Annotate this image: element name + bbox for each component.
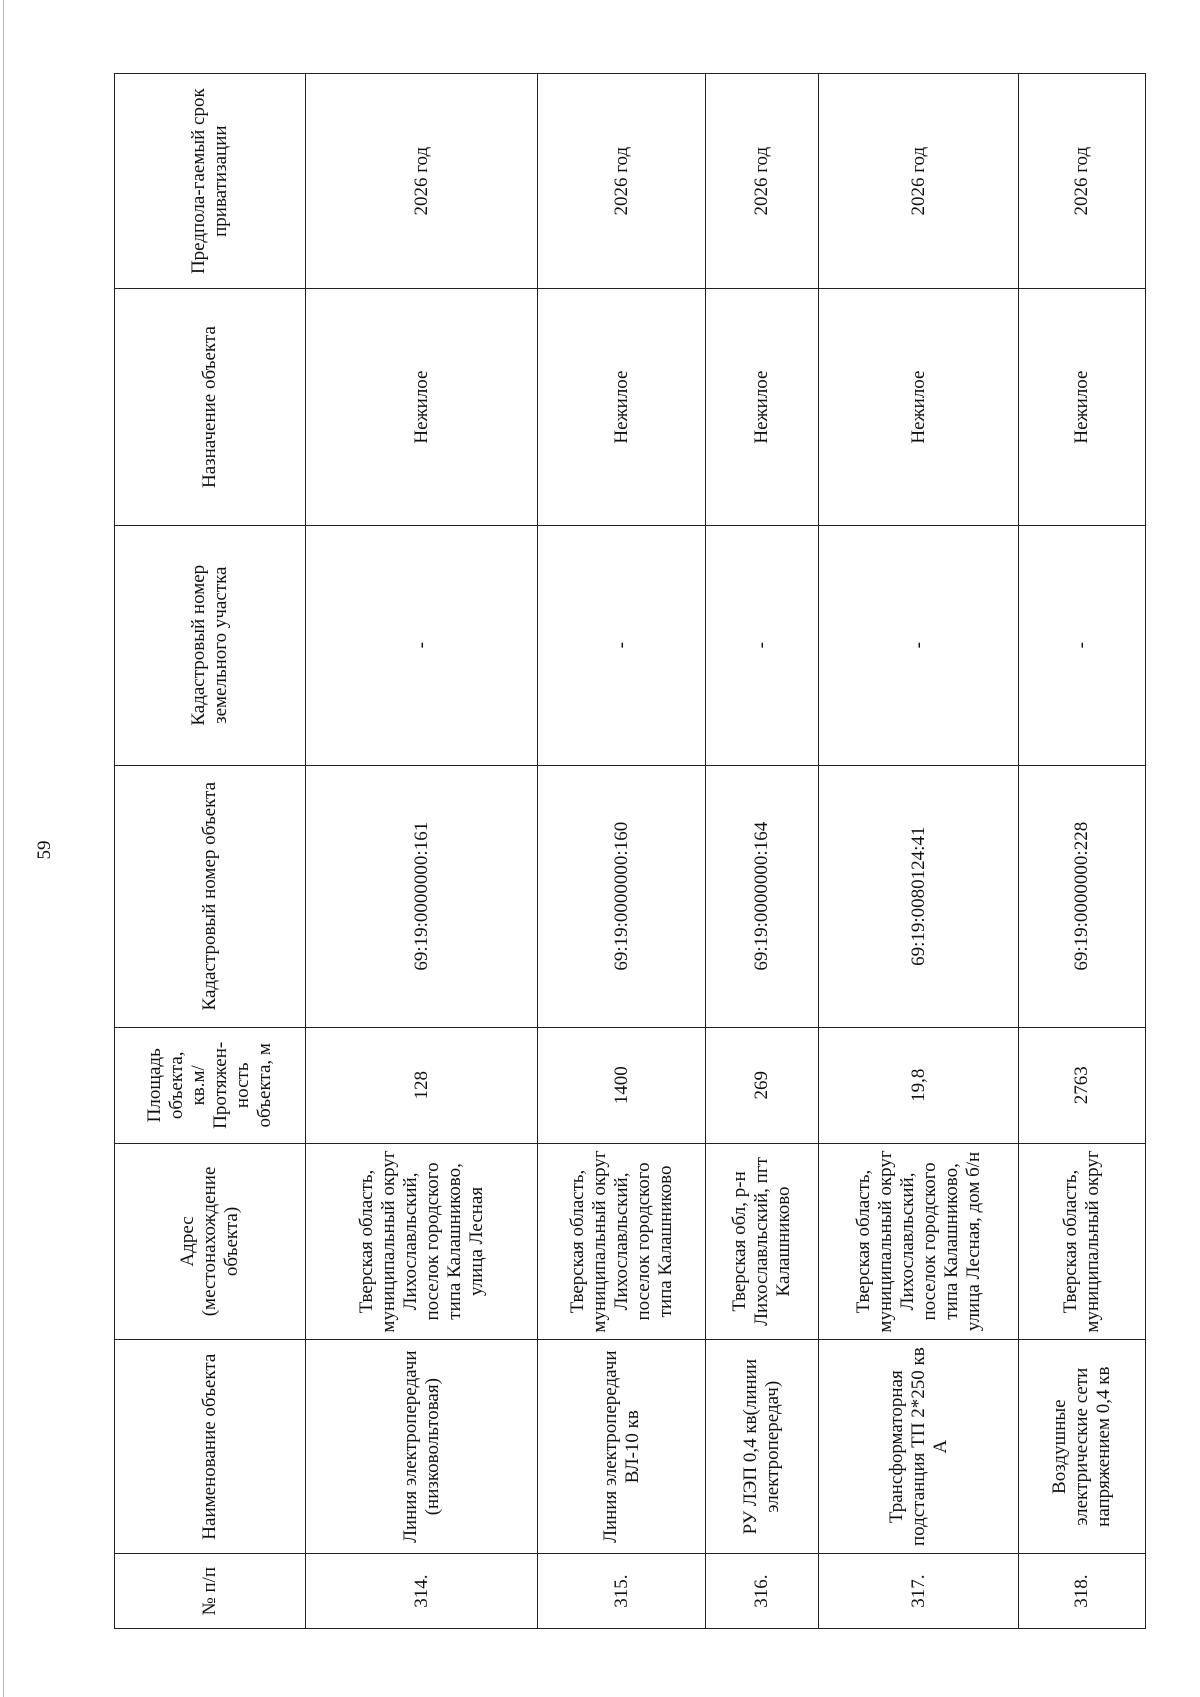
cell-land-cadastral: - <box>306 525 538 765</box>
cell-area: 19,8 <box>819 1027 1019 1143</box>
table-row <box>819 74 1019 1629</box>
cell-name: Воздушные электрические сети напряжением 0,4 кв <box>1019 1340 1146 1554</box>
table-row <box>538 74 706 1629</box>
header-land-cadastral: Кадастровый номер земельного участка <box>115 525 306 765</box>
table-row <box>706 74 819 1629</box>
privatization-table <box>114 73 1146 1629</box>
cell-purpose: Нежилое <box>306 289 538 525</box>
cell-purpose: Нежилое <box>706 289 819 525</box>
cell-term: 2026 год <box>538 74 706 289</box>
rotated-table-container <box>114 73 1140 1629</box>
privatization-table-frame <box>114 73 1140 1629</box>
cell-address: Тверская область, муниципальный округ Лихославльский, поселок городского типа Калашниково <box>538 1143 706 1339</box>
cell-cadastral: 69:19:0000000:161 <box>306 765 538 1027</box>
header-purpose: Назначение объекта <box>115 289 306 525</box>
header-area: Площадь объекта, кв.м/ Протяжен-ность объекта, м <box>115 1027 306 1143</box>
cell-num: 317. <box>819 1554 1019 1629</box>
cell-area: 128 <box>306 1027 538 1143</box>
page-number-text: 59 <box>34 840 55 860</box>
table-row <box>306 74 538 1629</box>
cell-purpose: Нежилое <box>1019 289 1146 525</box>
cell-address: Тверская область, муниципальный округ Лихославльский, поселок городского типа Калашниково, улица Лесная, дом б/н <box>819 1143 1019 1339</box>
cell-area: 269 <box>706 1027 819 1143</box>
header-name: Наименование объекта <box>115 1340 306 1554</box>
header-cadastral: Кадастровый номер объекта <box>115 765 306 1027</box>
cell-land-cadastral: - <box>819 525 1019 765</box>
cell-name: Линия электропередачи (низковольтовая) <box>306 1340 538 1554</box>
cell-term: 2026 год <box>706 74 819 289</box>
cell-cadastral: 69:19:0000000:160 <box>538 765 706 1027</box>
cell-cadastral: 69:19:0000000:228 <box>1019 765 1146 1027</box>
cell-land-cadastral: - <box>1019 525 1146 765</box>
cell-purpose: Нежилое <box>538 289 706 525</box>
cell-address: Тверская область, муниципальный округ Лихославльский, поселок городского типа Калашниково, улица Лесная <box>306 1143 538 1339</box>
cell-purpose: Нежилое <box>819 289 1019 525</box>
cell-num: 314. <box>306 1554 538 1629</box>
cell-cadastral: 69:19:0000000:164 <box>706 765 819 1027</box>
cell-name: Линия электропередачи ВЛ-10 кв <box>538 1340 706 1554</box>
cell-address: Тверская область, муниципальный округ <box>1019 1143 1146 1339</box>
header-term: Предпола-гаемый срок приватизации <box>115 74 306 289</box>
cell-area: 2763 <box>1019 1027 1146 1143</box>
cell-cadastral: 69:19:0080124:41 <box>819 765 1019 1027</box>
cell-name: РУ ЛЭП 0,4 кв(линии электропередач) <box>706 1340 819 1554</box>
scan-edge <box>3 0 4 1697</box>
cell-area: 1400 <box>538 1027 706 1143</box>
header-address: Адрес (местонахождение объекта) <box>115 1143 306 1339</box>
cell-term: 2026 год <box>306 74 538 289</box>
cell-num: 318. <box>1019 1554 1146 1629</box>
cell-name: Трансформаторная подстанция ТП 2*250 кв А <box>819 1340 1019 1554</box>
cell-num: 316. <box>706 1554 819 1629</box>
cell-num: 315. <box>538 1554 706 1629</box>
cell-term: 2026 год <box>819 74 1019 289</box>
table-row <box>1019 74 1146 1629</box>
table-header-row <box>115 74 306 1629</box>
header-num: № п/п <box>115 1554 306 1629</box>
cell-address: Тверская обл, р-н Лихославльский, пгт Калашниково <box>706 1143 819 1339</box>
cell-land-cadastral: - <box>538 525 706 765</box>
cell-term: 2026 год <box>1019 74 1146 289</box>
cell-land-cadastral: - <box>706 525 819 765</box>
